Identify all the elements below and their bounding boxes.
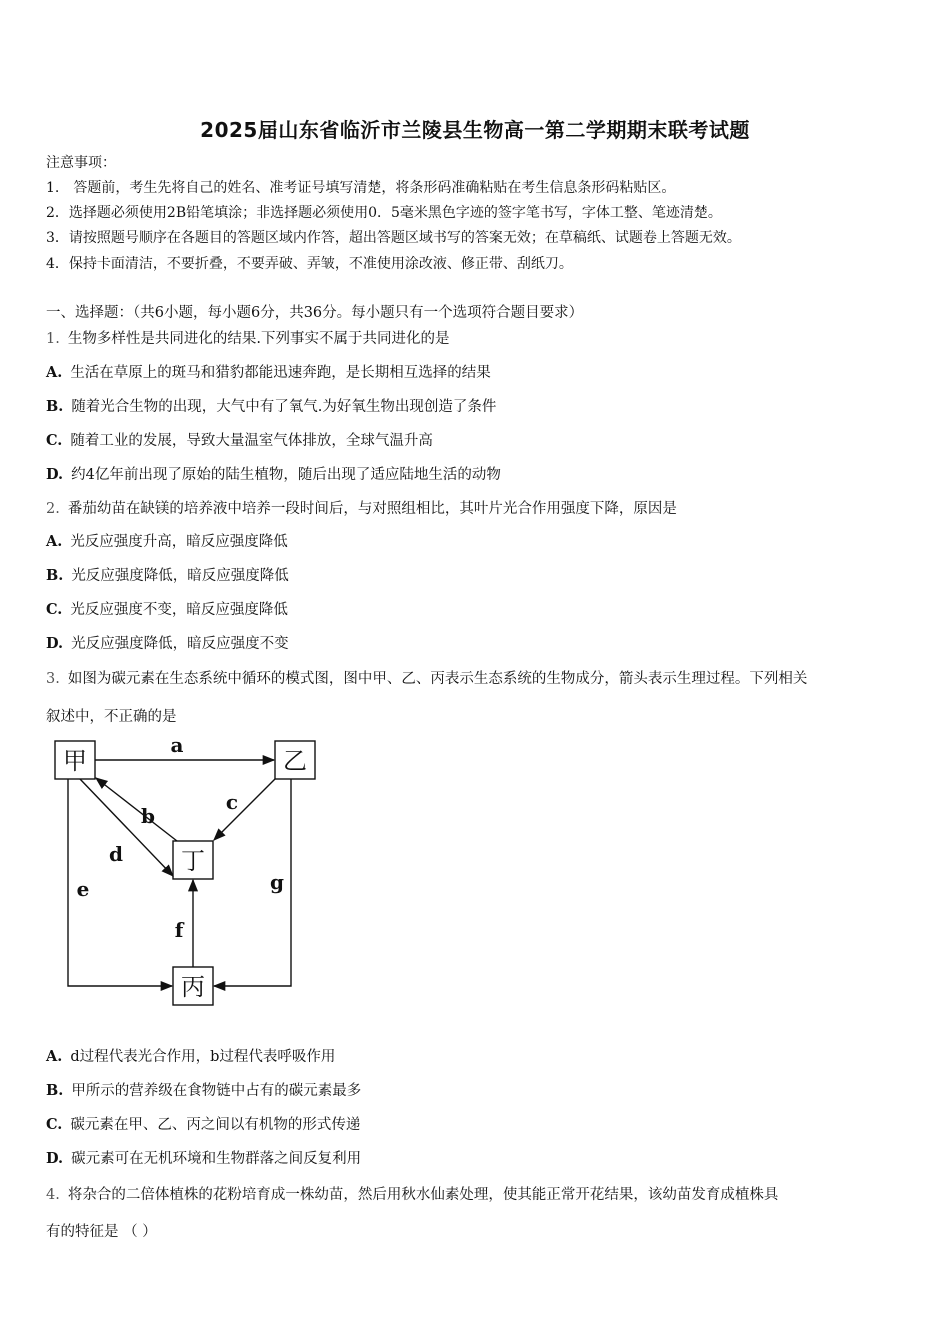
edge-label-a: a [170, 733, 184, 757]
page-title: 2025届山东省临沂市兰陵县生物高一第二学期期末联考试题 [200, 118, 750, 142]
option-text: 光反应强度升高，暗反应强度降低 [70, 534, 288, 550]
option-letter: D. [46, 635, 64, 652]
option-letter: B. [46, 398, 64, 415]
q1-option-c [46, 429, 433, 450]
question-text: 如图为碳元素在生态系统中循环的模式图，图中甲、乙、丙表示生态系统的生物成分，箭头表示生理过程。下列相关 [67, 671, 808, 687]
question-2 [46, 497, 677, 518]
node-yi-label: 乙 [283, 747, 307, 775]
option-text: 随着光合生物的出现，大气中有了氧气.为好氧生物出现创造了条件 [71, 399, 497, 415]
notes-item-2: 2．选择题必须使用2B铅笔填涂；非选择题必须使用0．5毫米黑色字迹的签字笔书写，字体工整、笔迹清楚。 [46, 205, 722, 221]
edge-label-f: f [174, 918, 184, 942]
option-text: d过程代表光合作用，b过程代表呼吸作用 [70, 1049, 336, 1065]
option-text: 光反应强度降低，暗反应强度不变 [71, 636, 289, 652]
q1-option-a [46, 361, 491, 382]
q3-option-d [46, 1147, 361, 1168]
notes-item-1: 1. 答题前，考生先将自己的姓名、准考证号填写清楚，将条形码准确粘贴在考生信息条形码粘贴区。 [46, 180, 676, 196]
notes-item-3: 3．请按照题号顺序在各题目的答题区域内作答，超出答题区域书写的答案无效；在草稿纸、试题卷上答题无效。 [46, 230, 741, 246]
q3-option-c [46, 1113, 360, 1134]
notes-item-4: 4．保持卡面清洁，不要折叠，不要弄破、弄皱，不准使用涂改液、修正带、刮纸刀。 [46, 256, 573, 272]
question-4-continued: 有的特征是 （ ） [46, 1224, 157, 1240]
option-text: 生活在草原上的斑马和猎豹都能迅速奔跑，是长期相互选择的结果 [70, 365, 491, 381]
option-letter: C. [46, 432, 63, 449]
option-letter: A. [46, 533, 63, 550]
question-text: 生物多样性是共同进化的结果.下列事实不属于共同进化的是 [67, 331, 450, 347]
option-text: 光反应强度不变，暗反应强度降低 [70, 602, 288, 618]
option-letter: A. [46, 364, 63, 381]
edge-label-b: b [141, 804, 155, 828]
carbon-cycle-diagram [46, 734, 336, 1014]
option-text: 碳元素在甲、乙、丙之间以有机物的形式传递 [70, 1117, 361, 1133]
question-number: 1. [46, 331, 60, 347]
option-text: 约4亿年前出现了原始的陆生植物，随后出现了适应陆地生活的动物 [71, 467, 501, 483]
question-text: 番茄幼苗在缺镁的培养液中培养一段时间后，与对照组相比，其叶片光合作用强度下降，原因是 [67, 501, 677, 517]
option-letter: B. [46, 567, 64, 584]
edge-label-c: c [225, 790, 239, 814]
question-3-continued: 叙述中，不正确的是 [46, 709, 177, 725]
edge-label-e: e [76, 877, 90, 901]
arrow-b [96, 778, 177, 841]
option-letter: C. [46, 601, 63, 618]
option-text: 碳元素可在无机环境和生物群落之间反复利用 [71, 1151, 362, 1167]
node-ding-label: 丁 [181, 847, 205, 875]
option-text: 甲所示的营养级在食物链中占有的碳元素最多 [71, 1083, 362, 1099]
edge-label-g: g [270, 870, 284, 894]
question-3 [46, 667, 807, 688]
q2-option-c [46, 598, 288, 619]
section-heading: 一、选择题：（共6小题，每小题6分，共36分。每小题只有一个选项符合题目要求） [46, 305, 584, 321]
node-jia-label: 甲 [63, 747, 87, 775]
q3-option-b [46, 1079, 361, 1100]
q2-option-a [46, 530, 288, 551]
q1-option-b [46, 395, 496, 416]
question-1 [46, 327, 449, 348]
edge-label-d: d [109, 842, 123, 866]
question-number: 3. [46, 671, 60, 687]
option-letter: D. [46, 1150, 64, 1167]
question-number: 2. [46, 501, 60, 517]
question-text: 将杂合的二倍体植株的花粉培育成一株幼苗，然后用秋水仙素处理，使其能正常开花结果，该幼苗发育成植株具 [67, 1187, 779, 1203]
q2-option-b [46, 564, 289, 585]
q3-option-a [46, 1045, 335, 1066]
option-text: 光反应强度降低，暗反应强度降低 [71, 568, 289, 584]
notes-heading: 注意事项： [46, 155, 116, 171]
question-number: 4. [46, 1187, 60, 1203]
option-text: 随着工业的发展，导致大量温室气体排放，全球气温升高 [70, 433, 433, 449]
option-letter: D. [46, 466, 64, 483]
q1-option-d [46, 463, 501, 484]
node-bing-label: 丙 [181, 973, 205, 1001]
option-letter: B. [46, 1082, 64, 1099]
option-letter: A. [46, 1048, 63, 1065]
arrow-c [214, 779, 275, 840]
question-4 [46, 1183, 778, 1204]
option-letter: C. [46, 1116, 63, 1133]
q2-option-d [46, 632, 289, 653]
